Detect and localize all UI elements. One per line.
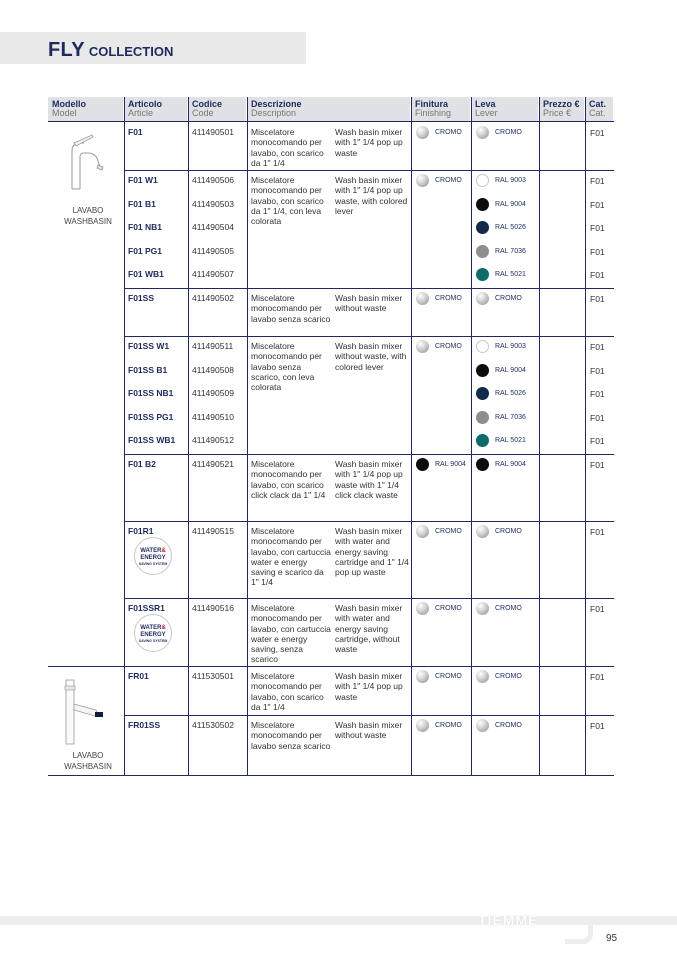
product-code: 411490521 bbox=[192, 459, 234, 469]
product-code: 411490508 bbox=[192, 364, 234, 375]
swatch-label: RAL 5026 bbox=[495, 224, 526, 231]
description-en: Wash basin mixer with water and energy saving cartridge, without waste bbox=[335, 603, 403, 655]
swatch-label: RAL 5021 bbox=[495, 271, 526, 278]
color-swatch-icon bbox=[476, 245, 489, 258]
column-divider bbox=[585, 97, 586, 775]
swatch-label: CROMO bbox=[495, 295, 522, 302]
column-divider bbox=[411, 97, 412, 775]
article-code: F01SSR1 bbox=[128, 603, 165, 613]
color-swatch-icon bbox=[416, 602, 429, 615]
category: F01 bbox=[590, 223, 605, 233]
faucet-image bbox=[62, 674, 112, 749]
color-swatch-icon bbox=[416, 525, 429, 538]
category: F01 bbox=[590, 199, 605, 210]
product-code: 411490512 bbox=[192, 435, 234, 445]
product-code: 411490507 bbox=[192, 269, 234, 279]
article-code: F01SS W1 bbox=[128, 341, 170, 351]
model-name-it: LAVABO bbox=[72, 751, 104, 760]
badge-saving: SAVING SYSTEM bbox=[138, 562, 168, 566]
column-header bbox=[539, 97, 584, 122]
product-code: 411490502 bbox=[192, 293, 234, 303]
article-code: F01 WB1 bbox=[128, 269, 164, 279]
swatch-label: RAL 9004 bbox=[495, 366, 526, 374]
swatch-label: CROMO bbox=[435, 673, 462, 680]
description-it: Miscelatore monocomando per lavabo, con cartuccia water e energy saving e scarico da 1" 1/4 bbox=[251, 526, 331, 588]
article-code: F01 NB1 bbox=[128, 222, 163, 232]
column-header-it: Leva bbox=[475, 99, 496, 109]
swatch-label: CROMO bbox=[495, 605, 522, 612]
category: F01 bbox=[590, 270, 605, 280]
category: F01 bbox=[590, 294, 605, 304]
product-code: 411490505 bbox=[192, 245, 234, 256]
title-sub: COLLECTION bbox=[88, 44, 174, 59]
column-header-en: Price € bbox=[543, 108, 572, 118]
article-code: F01R1 bbox=[128, 526, 154, 536]
description-it: Miscelatore monocomando per lavabo, con scarico da 1" 1/4 bbox=[251, 127, 324, 168]
category: F01 bbox=[590, 460, 605, 470]
swatch-label: RAL 9004 bbox=[435, 461, 466, 468]
article-code: FR01SS bbox=[128, 720, 161, 730]
color-swatch-icon bbox=[476, 198, 489, 211]
description-it: Miscelatore monocomando per lavabo, con cartuccia water e energy saving, senza scarico bbox=[251, 603, 331, 665]
color-swatch-icon bbox=[416, 174, 429, 187]
swatch-label: CROMO bbox=[495, 673, 522, 680]
model-name-en: WASHBASIN bbox=[64, 217, 112, 226]
product-code: 411490516 bbox=[192, 603, 234, 613]
color-swatch-icon bbox=[416, 458, 429, 471]
description-en: Wash basin mixer with 1" 1/4 pop up waste with 1" 1/4 click clack waste bbox=[335, 459, 403, 500]
column-header-it: Codice bbox=[192, 99, 223, 109]
badge-saving: SAVING SYSTEM bbox=[138, 639, 168, 643]
column-header-en: Model bbox=[52, 108, 77, 118]
product-code: 411490511 bbox=[192, 341, 234, 351]
color-swatch-icon bbox=[476, 525, 489, 538]
water-energy-badge bbox=[134, 614, 172, 652]
category: F01 bbox=[590, 672, 605, 682]
category: F01 bbox=[590, 389, 605, 399]
article-code: F01 B1 bbox=[128, 198, 156, 209]
badge-water: WATER bbox=[140, 548, 162, 554]
column-header bbox=[411, 97, 470, 122]
color-swatch-icon bbox=[476, 126, 489, 139]
badge-water: WATER bbox=[140, 625, 162, 631]
column-header-it: Prezzo € bbox=[543, 99, 580, 109]
category: F01 bbox=[590, 128, 605, 138]
article-code: F01 bbox=[128, 127, 143, 137]
swatch-label: CROMO bbox=[435, 343, 462, 350]
row-divider bbox=[48, 666, 614, 667]
article-code: F01SS PG1 bbox=[128, 411, 174, 422]
page-number: 95 bbox=[606, 933, 618, 944]
title-main: FLY bbox=[48, 39, 85, 61]
category: F01 bbox=[590, 342, 605, 352]
category: F01 bbox=[590, 436, 605, 446]
description-en: Wash basin mixer with water and energy saving cartridge and 1" 1/4 pop up waste bbox=[335, 526, 409, 578]
color-swatch-icon bbox=[476, 364, 489, 377]
swatch-label: RAL 7036 bbox=[495, 247, 526, 255]
column-header bbox=[471, 97, 538, 122]
column-header-it: Finitura bbox=[415, 99, 448, 109]
swatch-label: CROMO bbox=[495, 528, 522, 535]
column-header-en: Lever bbox=[475, 108, 498, 118]
article-code: F01 W1 bbox=[128, 175, 158, 185]
description-it: Miscelatore monocomando per lavabo senza scarico bbox=[251, 293, 331, 324]
article-code: F01 B2 bbox=[128, 459, 156, 469]
swatch-label: RAL 5021 bbox=[495, 437, 526, 444]
column-divider bbox=[247, 97, 248, 775]
category: F01 bbox=[590, 246, 605, 257]
color-swatch-icon bbox=[476, 458, 489, 471]
swatch-label: CROMO bbox=[435, 528, 462, 535]
description-en: Wash basin mixer with 1" 1/4 pop up waste, with colored lever bbox=[335, 175, 408, 216]
pipe-graphic bbox=[565, 916, 593, 944]
column-header bbox=[585, 97, 613, 122]
article-code: FR01 bbox=[128, 671, 149, 681]
badge-amp: & bbox=[161, 625, 166, 631]
row-divider bbox=[48, 121, 614, 122]
row-divider bbox=[124, 454, 614, 455]
column-divider bbox=[124, 97, 125, 775]
table-header bbox=[0, 97, 677, 122]
swatch-label: CROMO bbox=[435, 722, 462, 729]
article-code: F01 PG1 bbox=[128, 245, 163, 256]
column-header-it: Cat. bbox=[589, 99, 607, 109]
swatch-label: CROMO bbox=[495, 722, 522, 729]
color-swatch-icon bbox=[416, 719, 429, 732]
column-header-it: Descrizione bbox=[251, 99, 302, 109]
badge-amp: & bbox=[161, 548, 166, 554]
product-code: 411490509 bbox=[192, 388, 234, 398]
color-swatch-icon bbox=[476, 221, 489, 234]
badge-energy: ENERGY bbox=[140, 554, 166, 561]
model-label bbox=[48, 750, 128, 772]
description-it: Miscelatore monocomando per lavabo senza scarico bbox=[251, 720, 331, 751]
swatch-label: CROMO bbox=[435, 295, 462, 302]
column-header bbox=[188, 97, 246, 122]
water-energy-badge bbox=[134, 537, 172, 575]
column-header-en: Cat. bbox=[589, 108, 606, 118]
product-code: 411490504 bbox=[192, 222, 234, 232]
color-swatch-icon bbox=[476, 719, 489, 732]
article-code: F01SS bbox=[128, 293, 154, 303]
color-swatch-icon bbox=[476, 268, 489, 281]
description-en: Wash basin mixer without waste bbox=[335, 720, 403, 741]
description-en: Wash basin mixer without waste bbox=[335, 293, 403, 314]
product-code: 411490506 bbox=[192, 175, 234, 185]
category: F01 bbox=[590, 365, 605, 376]
color-swatch-icon bbox=[476, 411, 489, 424]
product-code: 411490501 bbox=[192, 127, 234, 137]
column-header-en: Finishing bbox=[415, 108, 452, 118]
description-it: Miscelatore monocomando per lavabo, con scarico da 1" 1/4 bbox=[251, 671, 324, 712]
column-divider bbox=[188, 97, 189, 775]
column-header-it: Modello bbox=[52, 99, 86, 109]
category: F01 bbox=[590, 176, 605, 186]
color-swatch-icon bbox=[476, 340, 489, 353]
row-divider bbox=[124, 288, 614, 289]
description-en: Wash basin mixer with 1" 1/4 pop up waste bbox=[335, 127, 403, 158]
product-code: 411490510 bbox=[192, 411, 234, 422]
description-it: Miscelatore monocomando per lavabo, con scarico click clack da 1" 1/4 bbox=[251, 459, 326, 500]
category: F01 bbox=[590, 527, 605, 537]
model-name-it: LAVABO bbox=[72, 206, 104, 215]
color-swatch-icon bbox=[476, 174, 489, 187]
column-divider bbox=[471, 97, 472, 775]
swatch-label: RAL 7036 bbox=[495, 413, 526, 421]
description-en: Wash basin mixer with 1" 1/4 pop up waste bbox=[335, 671, 403, 702]
column-divider bbox=[539, 97, 540, 775]
row-divider bbox=[124, 598, 614, 599]
description-it: Miscelatore monocomando per lavabo, con scarico da 1" 1/4, con leva colorata bbox=[251, 175, 324, 227]
category: F01 bbox=[590, 721, 605, 731]
model-label bbox=[48, 205, 128, 227]
product-code: 411530502 bbox=[192, 720, 234, 730]
product-code: 411490503 bbox=[192, 198, 234, 209]
article-code: F01SS WB1 bbox=[128, 435, 176, 445]
color-swatch-icon bbox=[416, 126, 429, 139]
row-divider bbox=[48, 775, 614, 776]
swatch-label: CROMO bbox=[435, 129, 462, 136]
column-header-it: Articolo bbox=[128, 99, 163, 109]
product-code: 411490515 bbox=[192, 526, 234, 536]
color-swatch-icon bbox=[476, 670, 489, 683]
color-swatch-icon bbox=[416, 292, 429, 305]
color-swatch-icon bbox=[416, 670, 429, 683]
color-swatch-icon bbox=[416, 340, 429, 353]
color-swatch-icon bbox=[476, 434, 489, 447]
color-swatch-icon bbox=[476, 387, 489, 400]
swatch-label: RAL 9004 bbox=[495, 200, 526, 208]
row-divider bbox=[124, 715, 614, 716]
color-swatch-icon bbox=[476, 602, 489, 615]
description-it: Miscelatore monocomando per lavabo senza scarico, con leva colorata bbox=[251, 341, 322, 393]
column-header bbox=[247, 97, 410, 122]
swatch-label: CROMO bbox=[435, 605, 462, 612]
model-name-en: WASHBASIN bbox=[64, 762, 112, 771]
swatch-label: RAL 9003 bbox=[495, 177, 526, 184]
swatch-label: RAL 9003 bbox=[495, 343, 526, 350]
badge-energy: ENERGY bbox=[140, 631, 166, 638]
column-header-en: Description bbox=[251, 108, 297, 118]
row-divider bbox=[124, 170, 614, 171]
faucet-image bbox=[62, 127, 112, 197]
column-header-en: Code bbox=[192, 108, 214, 118]
brand-logo: TIEMME bbox=[478, 912, 539, 928]
row-divider bbox=[124, 521, 614, 522]
article-code: F01SS NB1 bbox=[128, 388, 174, 398]
color-swatch-icon bbox=[476, 292, 489, 305]
column-header-en: Article bbox=[128, 108, 154, 118]
category: F01 bbox=[590, 412, 605, 423]
product-code: 411530501 bbox=[192, 671, 234, 681]
category: F01 bbox=[590, 604, 605, 614]
swatch-label: RAL 5026 bbox=[495, 390, 526, 397]
swatch-label: CROMO bbox=[495, 129, 522, 136]
column-header bbox=[124, 97, 187, 122]
row-divider bbox=[124, 336, 614, 337]
column-header bbox=[48, 97, 123, 122]
description-en: Wash basin mixer without waste, with colored lever bbox=[335, 341, 407, 372]
article-code: F01SS B1 bbox=[128, 364, 168, 375]
swatch-label: RAL 9004 bbox=[495, 461, 526, 468]
page-title bbox=[48, 39, 173, 62]
swatch-label: CROMO bbox=[435, 177, 462, 184]
